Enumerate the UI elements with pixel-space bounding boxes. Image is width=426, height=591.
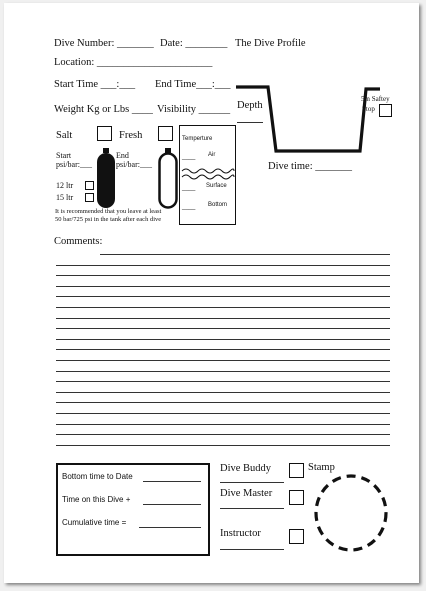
dive-time-field: Dive time: _______ [268,161,352,172]
dive-buddy-checkbox[interactable] [289,463,304,478]
comment-line[interactable] [56,413,390,414]
dive-master-checkbox[interactable] [289,490,304,505]
safety-stop-label-2: Stop [362,105,375,113]
weight-field: Weight Kg or Lbs ____ [54,104,153,115]
temperature-title: Temperture [182,136,213,142]
comment-line[interactable] [56,339,390,340]
comment-line[interactable] [56,275,390,276]
surface-temp-field: ____ [182,185,196,191]
surface-temp-label: Surface [206,183,227,189]
salt-checkbox[interactable] [97,126,112,141]
dive-master-label: Dive Master [220,488,273,499]
empty-tank-icon [158,147,178,209]
dive-buddy-label: Dive Buddy [220,463,272,474]
comment-line[interactable] [56,381,390,382]
fresh-label: Fresh [119,130,143,141]
air-temp-field: ____ [182,154,196,160]
stamp-circle[interactable] [313,473,391,555]
bottom-time-to-date-field[interactable] [143,481,201,482]
comment-line[interactable] [56,328,390,329]
full-tank-icon [96,147,116,209]
time-on-this-dive-field[interactable] [143,504,201,505]
tank-15-checkbox[interactable] [85,193,94,202]
stamp-label: Stamp [308,462,335,473]
safety-stop-checkbox[interactable] [379,104,392,117]
start-psi-field: psi/bar:___ [56,160,92,169]
dive-master-field[interactable] [220,508,284,509]
dive-log-page [4,3,419,583]
comment-line[interactable] [56,402,390,403]
page-title: The Dive Profile [235,38,306,49]
bottom-time-to-date-label: Bottom time to Date [62,472,133,481]
location-field: Location: ______________________ [54,57,213,68]
depth-label: Depth [237,100,263,111]
safety-stop-label-1: 5m Saftey [361,95,390,103]
visibility-field: Visibility ______ [157,104,231,115]
end-psi-field: psi/bar:___ [116,160,152,169]
tank-note-line-1: It is recommended that you leave at least [55,208,162,215]
comment-line[interactable] [56,318,390,319]
tank-15-label: 15 ltr [56,193,74,202]
comment-line[interactable] [56,392,390,393]
start-time-field: Start Time ___:___ [54,79,136,90]
comment-line[interactable] [56,286,390,287]
tank-note-line-2: 50 bar/725 psi in the tank after each dive [55,216,162,223]
start-psi-label: Start [56,151,72,160]
end-psi-label: End [116,151,129,160]
cumulative-time-label: Cumulative time = [62,518,127,527]
comment-line[interactable] [56,307,390,308]
end-time-field: End Time___:___ [155,79,231,90]
tank-12-checkbox[interactable] [85,181,94,190]
time-on-this-dive-label: Time on this Dive + [62,495,131,504]
date-field: Date: ________ [160,38,228,49]
dive-buddy-field[interactable] [220,482,284,483]
comment-line[interactable] [56,360,390,361]
bottom-temp-label: Bottom [208,202,228,208]
instructor-label: Instructor [220,528,261,539]
comment-line[interactable] [56,445,390,446]
comment-line[interactable] [100,254,390,255]
salt-label: Salt [56,130,73,141]
instructor-checkbox[interactable] [289,529,304,544]
comment-line[interactable] [56,349,390,350]
comments-label: Comments: [54,236,103,247]
instructor-field[interactable] [220,549,284,550]
water-wave-icon [181,167,235,181]
fresh-checkbox[interactable] [158,126,173,141]
depth-field [237,122,263,123]
cumulative-time-field[interactable] [139,527,201,528]
dive-profile-diagram [234,81,384,156]
air-temp-label: Air [208,152,216,158]
comment-line[interactable] [56,371,390,372]
comment-line[interactable] [56,265,390,266]
tank-12-label: 12 ltr [56,181,74,190]
comment-line[interactable] [56,434,390,435]
comment-line[interactable] [56,296,390,297]
comment-line[interactable] [56,424,390,425]
dive-number-field: Dive Number: _______ [54,38,154,49]
bottom-temp-field: ____ [182,204,196,210]
